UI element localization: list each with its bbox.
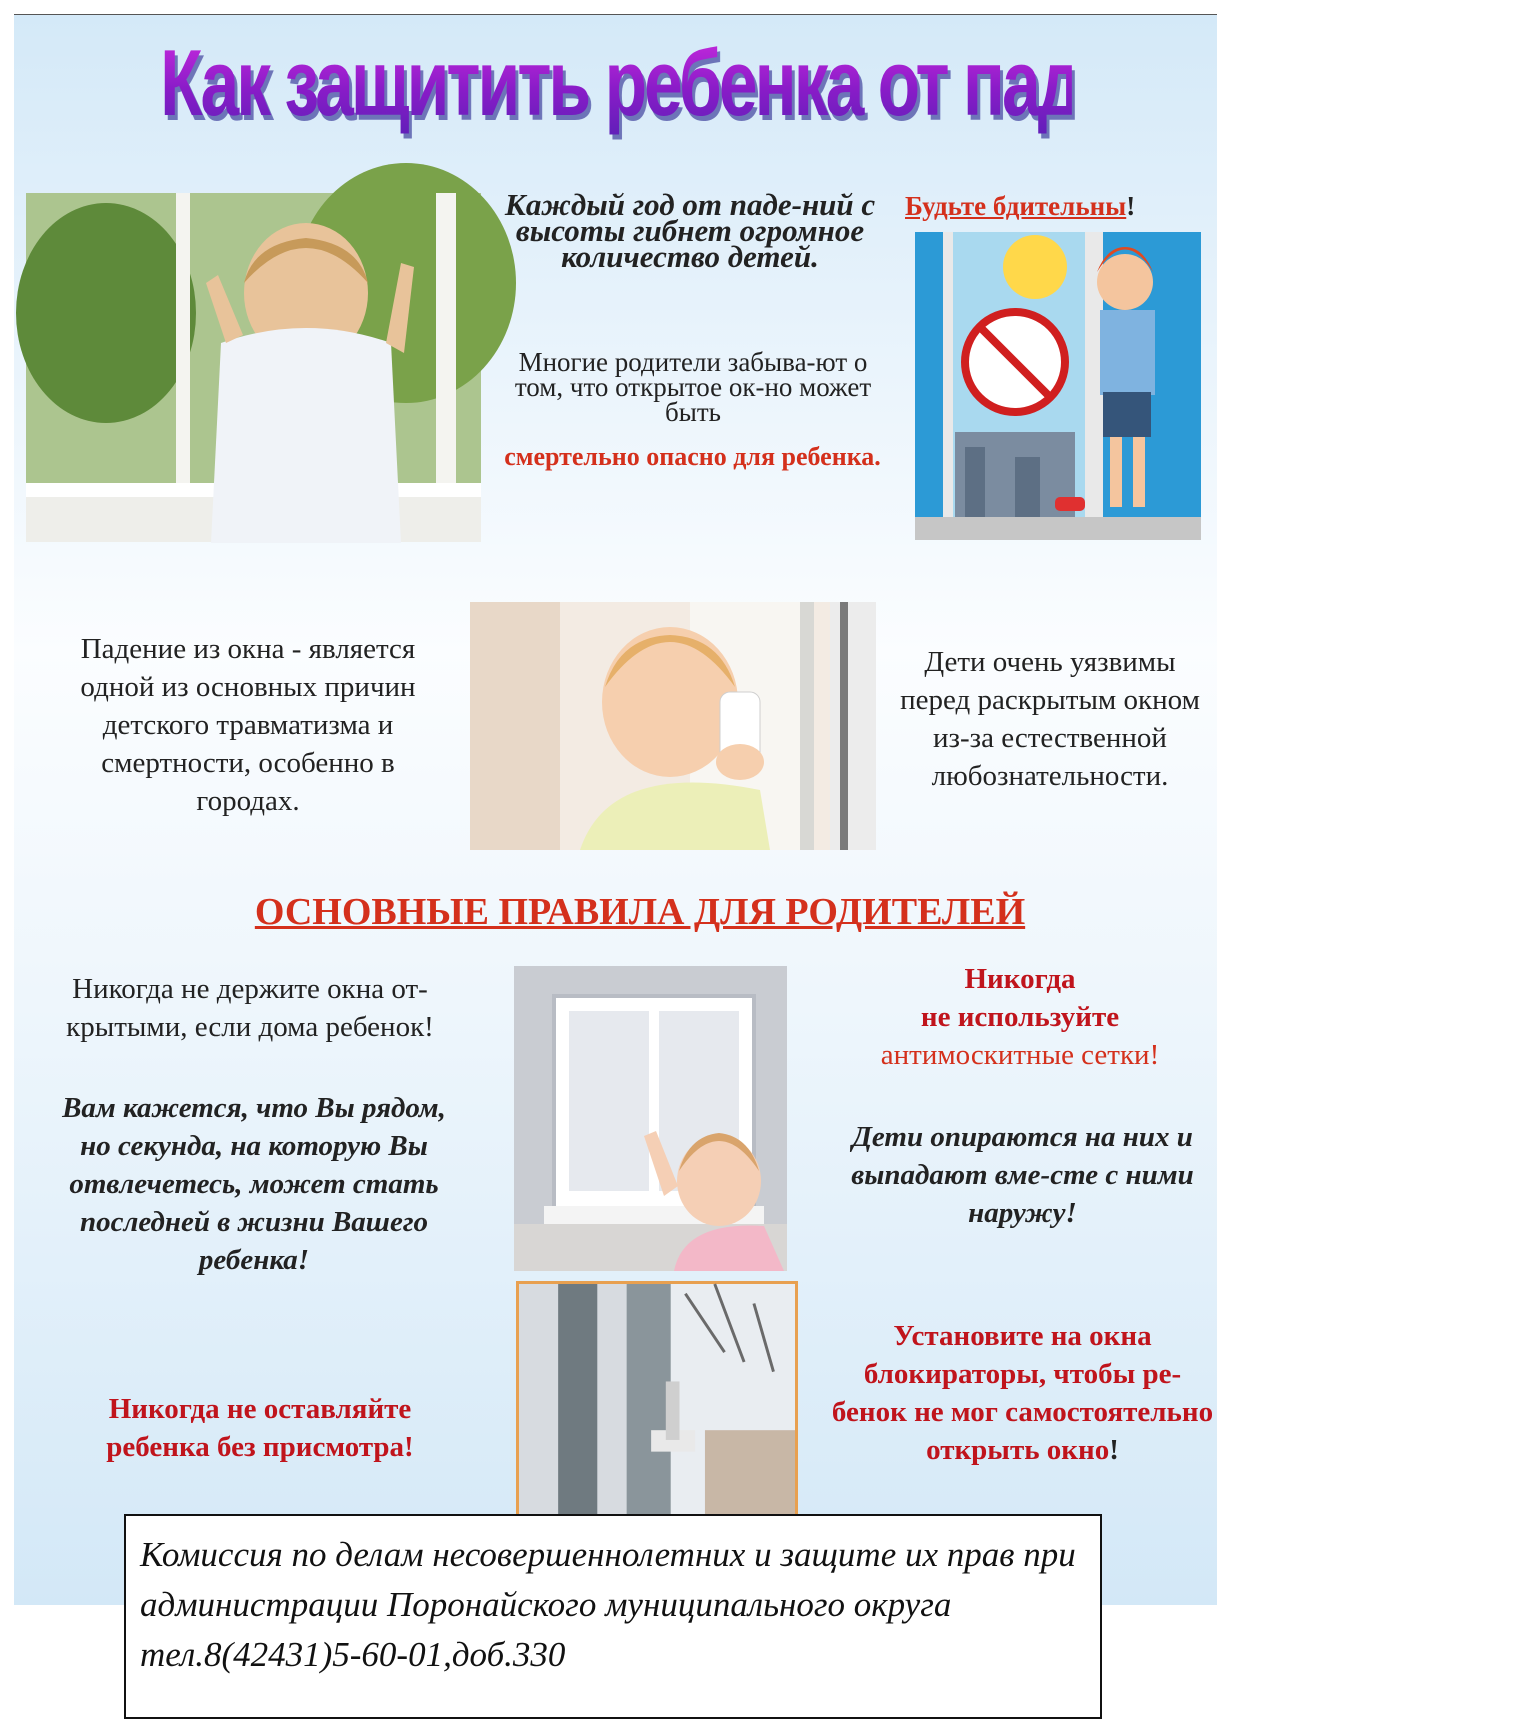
deadly-danger-text: смертельно опасно для ребенка. [504, 442, 881, 471]
rule-nets-label: антимоскитные сетки! [880, 1039, 1160, 1071]
annual-deaths-text: Каждый год от паде-ний с высоты гибнет огромное количество детей. [504, 187, 876, 274]
rule-nets-reason: Дети опираются на них и выпадают вме-сте с ними наружу! [851, 1121, 1194, 1229]
rule-supervision-text: Никогда не оставляйте ребенка без присмотра! [106, 1393, 414, 1463]
boy-window-illustration [915, 232, 1201, 540]
rule-locks-mark: ! [1109, 1434, 1119, 1466]
rule-distraction-warning: Вам кажется, что Вы рядом, но секунда, на которую Вы отвлечетесь, может стать последней в жизни Вашего ребенка! [62, 1092, 446, 1276]
page-title: Как защитить ребенка от падения из окна? [160, 28, 1072, 138]
rule-locks-block [830, 1317, 1215, 1469]
contact-text: Комиссия по делам несовершеннолетних и защите их прав при администрации Поронайского муниципального округа тел.8(42431)5-60-01,доб.330 [140, 1535, 1076, 1674]
rules-heading: ОСНОВНЫЕ ПРАВИЛА ДЛЯ РОДИТЕЛЕЙ [254, 891, 1026, 933]
vigilant-heading [905, 190, 1205, 222]
vigilant-label: Будьте бдительны [905, 191, 1127, 221]
children-info-text: Дети очень уязвимы перед раскрытым окном из-за естественной любознательности. [900, 646, 1200, 792]
rule-open-windows-text: Никогда не держите окна от-крытыми, если дома ребенок! [66, 973, 434, 1043]
toddler-window-photo [26, 193, 481, 542]
parents-forget-text: Многие родители забыва-ют о том, что открытое ок-но может быть [514, 347, 872, 427]
contact-box [124, 1514, 1102, 1719]
baby-handle-photo [470, 602, 876, 850]
fall-info-text: Падение из окна - является одной из основных причин детского травматизма и смертности, особенно в городах. [80, 633, 416, 817]
vigilant-mark: ! [1126, 191, 1136, 221]
open-window-baby-photo [514, 966, 787, 1271]
rule-nets-block [835, 960, 1205, 1074]
rule-nets-never: Никогда [964, 963, 1076, 995]
rule-locks-text: Установите на окна блокираторы, чтобы ре-бенок не мог самостоятельно открыть окно [831, 1320, 1214, 1466]
window-lock-photo [516, 1281, 798, 1517]
rule-nets-dont-use: не используйте [920, 1001, 1120, 1033]
